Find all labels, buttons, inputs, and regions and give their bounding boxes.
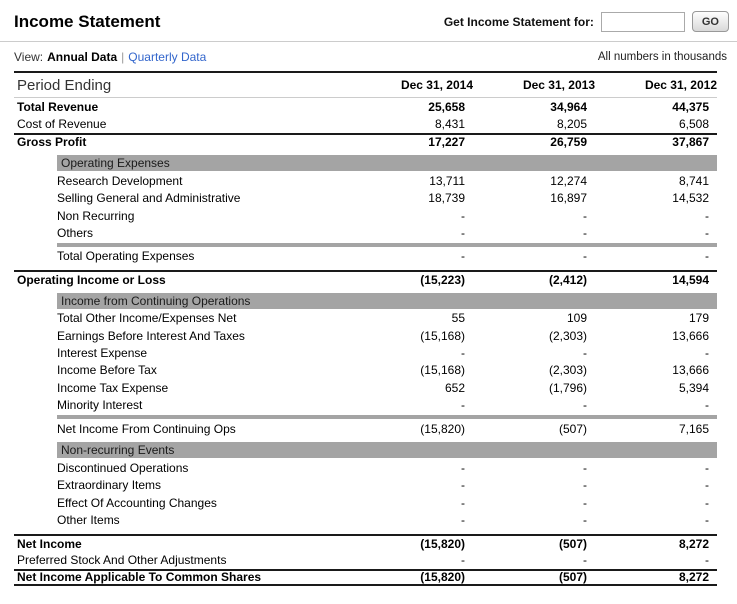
section-header: Income from Continuing Operations	[57, 293, 717, 309]
go-button[interactable]: GO	[692, 11, 729, 32]
cell-value: -	[583, 208, 587, 223]
cell-value: -	[461, 398, 465, 413]
row-label: Total Other Income/Expenses Net	[57, 311, 237, 326]
cell-value: -	[583, 513, 587, 528]
cell-value: 6,508	[678, 117, 709, 132]
table-row	[14, 396, 717, 413]
cell-value: -	[583, 460, 587, 475]
cell-value: (15,168)	[420, 363, 465, 378]
cell-value: 34,964	[550, 99, 587, 114]
row-label: Discontinued Operations	[57, 460, 189, 475]
column-header-2012: Dec 31, 2012	[644, 78, 717, 92]
cell-value: -	[583, 226, 587, 241]
view-quarterly-data-link[interactable]: Quarterly Data	[128, 49, 207, 64]
cell-value: 26,759	[550, 135, 587, 150]
cell-value: -	[583, 495, 587, 510]
cell-value: 44,375	[672, 99, 709, 114]
table-row	[14, 115, 717, 132]
cell-value: 17,227	[428, 135, 465, 150]
cell-value: 8,431	[434, 117, 465, 132]
section-divider	[57, 415, 717, 419]
table-row	[14, 379, 717, 396]
table-row	[14, 248, 717, 265]
cell-value: 5,394	[678, 380, 709, 395]
row-label: Selling General and Administrative	[57, 191, 241, 206]
table-row	[14, 98, 717, 115]
cell-value: 13,666	[672, 363, 709, 378]
cell-value: (1,796)	[548, 380, 587, 395]
cell-value: -	[705, 513, 709, 528]
cell-value: 18,739	[428, 191, 465, 206]
table-row	[14, 459, 717, 476]
cell-value: 25,658	[428, 99, 465, 114]
cell-value: -	[583, 249, 587, 264]
title-bar	[0, 0, 737, 42]
cell-value: 12,274	[550, 173, 587, 188]
cell-value: -	[705, 460, 709, 475]
cell-value: (2,303)	[548, 328, 587, 343]
row-label: Gross Profit	[17, 135, 87, 150]
cell-value: (2,303)	[548, 363, 587, 378]
table-row	[14, 133, 717, 150]
cell-value: -	[461, 513, 465, 528]
cell-value: 8,272	[678, 570, 709, 585]
cell-value: -	[583, 398, 587, 413]
cell-value: -	[705, 398, 709, 413]
page-title: Income Statement	[14, 11, 161, 31]
table-row	[14, 310, 717, 327]
cell-value: 652	[444, 380, 465, 395]
cell-value: -	[461, 249, 465, 264]
cell-value: (15,820)	[420, 536, 465, 551]
section-header: Operating Expenses	[57, 155, 717, 171]
view-separator: |	[121, 49, 125, 64]
cell-value: -	[705, 226, 709, 241]
cell-value: 16,897	[550, 191, 587, 206]
table-row	[14, 362, 717, 379]
row-label: Others	[57, 226, 94, 241]
cell-value: 14,532	[672, 191, 709, 206]
cell-value: 14,594	[672, 272, 709, 287]
table-row	[14, 551, 717, 568]
row-label: Net Income From Continuing Ops	[57, 421, 236, 436]
cell-value: 7,165	[678, 421, 709, 436]
cell-value: -	[705, 345, 709, 360]
table-row	[14, 511, 717, 528]
row-label: Minority Interest	[57, 398, 143, 413]
cell-value: -	[461, 552, 465, 567]
cell-value: (15,168)	[420, 328, 465, 343]
row-label: Cost of Revenue	[17, 117, 107, 132]
table-row	[14, 569, 717, 586]
row-label: Preferred Stock And Other Adjustments	[17, 552, 227, 567]
row-label: Net Income	[17, 536, 82, 551]
column-header-2014: Dec 31, 2014	[400, 78, 473, 92]
cell-value: 179	[688, 311, 709, 326]
income-statement-table	[14, 71, 717, 586]
cell-value: -	[461, 208, 465, 223]
table-row	[14, 270, 717, 287]
cell-value: (15,820)	[420, 421, 465, 436]
cell-value: -	[461, 345, 465, 360]
table-row	[14, 207, 717, 224]
cell-value: -	[583, 345, 587, 360]
table-row	[14, 172, 717, 189]
table-row	[14, 534, 717, 551]
view-annual-data: Annual Data	[47, 49, 118, 64]
ticker-lookup	[444, 11, 729, 32]
cell-value: (2,412)	[548, 272, 587, 287]
row-label: Earnings Before Interest And Taxes	[57, 328, 245, 343]
cell-value: 8,741	[678, 173, 709, 188]
row-label: Total Revenue	[17, 99, 99, 114]
row-label: Total Operating Expenses	[57, 249, 195, 264]
cell-value: -	[461, 478, 465, 493]
row-label: Income Before Tax	[57, 363, 157, 378]
units-note: All numbers in thousands	[597, 50, 727, 63]
cell-value: -	[705, 552, 709, 567]
cell-value: -	[705, 208, 709, 223]
cell-value: 8,272	[678, 536, 709, 551]
cell-value: 109	[566, 311, 587, 326]
cell-value: -	[461, 460, 465, 475]
cell-value: -	[583, 552, 587, 567]
cell-value: 13,666	[672, 328, 709, 343]
ticker-input[interactable]	[601, 12, 685, 32]
table-row	[14, 494, 717, 511]
cell-value: 8,205	[556, 117, 587, 132]
cell-value: -	[461, 226, 465, 241]
lookup-label: Get Income Statement for:	[443, 14, 594, 29]
section-header: Non-recurring Events	[57, 442, 717, 458]
cell-value: -	[705, 249, 709, 264]
table-row	[14, 420, 717, 437]
cell-value: -	[705, 478, 709, 493]
cell-value: (507)	[558, 421, 587, 436]
table-row	[14, 224, 717, 241]
cell-value: 13,711	[429, 173, 465, 188]
column-header-2013: Dec 31, 2013	[522, 78, 595, 92]
cell-value: 37,867	[672, 135, 709, 150]
row-label: Other Items	[57, 513, 120, 528]
table-row	[14, 344, 717, 361]
table-rows	[14, 98, 717, 586]
view-switcher	[14, 50, 206, 64]
cell-value: 55	[451, 311, 465, 326]
table-row	[14, 327, 717, 344]
table-row	[14, 190, 717, 207]
view-bar	[0, 42, 737, 71]
cell-value: -	[705, 495, 709, 510]
cell-value: (507)	[558, 536, 587, 551]
table-row	[14, 477, 717, 494]
row-label: Net Income Applicable To Common Shares	[17, 570, 262, 585]
table-header-row	[14, 71, 717, 98]
row-label: Extraordinary Items	[57, 478, 162, 493]
cell-value: (15,820)	[420, 570, 465, 585]
row-label: Research Development	[57, 173, 183, 188]
cell-value: -	[583, 478, 587, 493]
period-ending-label: Period Ending	[17, 76, 112, 94]
row-label: Operating Income or Loss	[17, 272, 166, 287]
cell-value: (507)	[558, 570, 587, 585]
row-label: Effect Of Accounting Changes	[57, 495, 217, 510]
view-label: View:	[14, 49, 44, 64]
section-divider	[57, 243, 717, 247]
row-label: Non Recurring	[57, 208, 135, 223]
row-label: Income Tax Expense	[57, 380, 169, 395]
cell-value: -	[461, 495, 465, 510]
row-label: Interest Expense	[57, 345, 148, 360]
cell-value: (15,223)	[420, 272, 465, 287]
